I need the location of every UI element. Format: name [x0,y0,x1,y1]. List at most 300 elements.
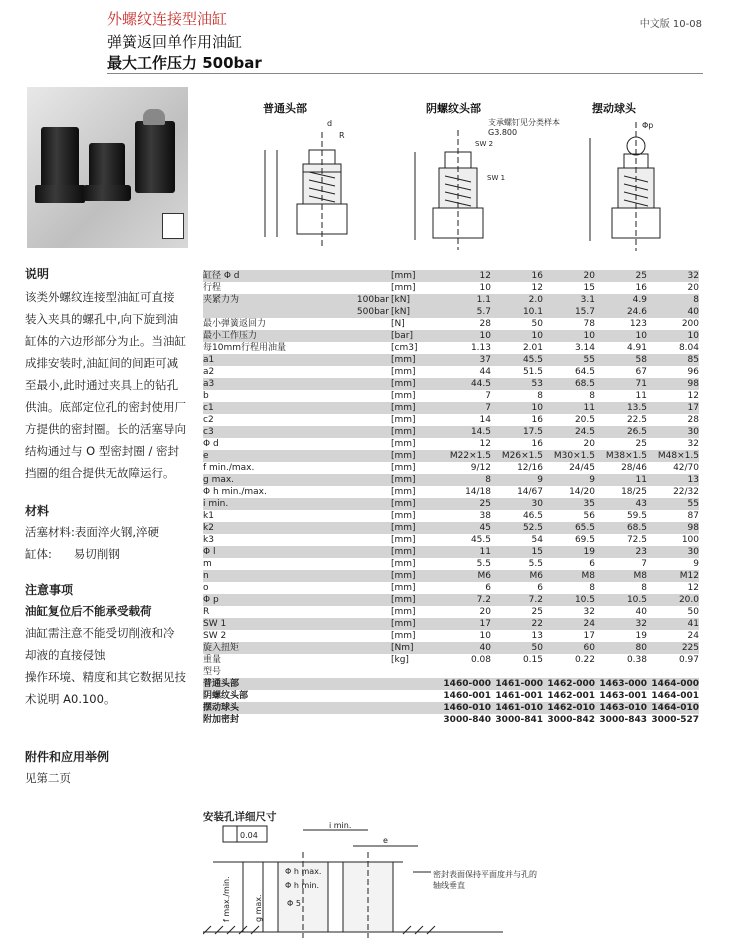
spec-cell: 32 [595,618,647,630]
spec-cell: 52.5 [491,522,543,534]
spec-cell [439,666,491,678]
spec-cell: 12 [531,283,543,293]
spec-cell: 50 [531,319,543,329]
spec-cell: 53 [491,378,543,390]
spec-row [203,414,699,426]
spec-cell: 9/12 [470,463,491,473]
spec-cell: 重量 [203,655,222,665]
spec-cell: 123 [629,319,647,329]
drawing-title-swivel: 摆动球头 [592,102,636,115]
spec-cell: 32 [583,607,595,617]
description-line: 挡圈的组合提供无故障运行。 [25,466,175,480]
spec-cell: 28 [687,415,699,425]
spec-cell: [mm] [389,354,439,366]
spec-cell: 16 [635,283,647,293]
spec-cell: 缸径 Φ d [203,270,333,282]
spec-cell [491,666,543,678]
spec-cell: 14/67 [517,487,543,497]
spec-cell [333,546,389,558]
spec-cell: 1462-001 [547,691,595,701]
d5-label: Φ 5 [287,899,301,908]
spec-cell: 8.04 [678,343,699,353]
spec-cell: n [203,570,333,582]
spec-cell: M8 [595,570,647,582]
spec-cell [333,498,389,510]
spec-row [203,378,699,390]
spec-cell: 30 [491,498,543,510]
spec-cell [333,366,389,378]
spec-cell: 14 [479,415,491,425]
tolerance-value: 0.04 [240,831,258,840]
spec-cell: a2 [203,367,215,377]
spec-cell: M6 [439,570,491,582]
spec-cell [389,702,439,714]
spec-cell: 24.6 [595,306,647,318]
spec-cell: 7 [641,559,647,569]
spec-cell: 30 [647,546,699,558]
spec-cell: 26.5 [595,426,647,438]
spec-cell: [mm] [391,511,416,521]
spec-cell: [mm] [391,583,416,593]
mounting-title: 安装孔详细尺寸 [203,811,277,823]
spec-row [203,546,699,558]
spec-cell: [mm] [389,618,439,630]
spec-cell: 20 [583,439,595,449]
spec-cell [333,678,389,690]
spec-cell: 45 [439,522,491,534]
spec-cell: 19 [635,631,647,641]
spec-cell: 0.15 [522,655,543,665]
spec-cell: 3000-840 [443,715,491,725]
spec-cell: 54 [531,535,543,545]
spec-cell: 夹紧力为 [203,294,333,306]
spec-cell: 13 [531,631,543,641]
material-line: 活塞材料:表面淬火钢,淬硬 [25,525,160,539]
hmin-label: Φ h min. [285,881,320,890]
notes-line: 却液的直接侵蚀 [25,648,106,662]
spec-cell: 24 [687,631,699,641]
spec-cell: [mm] [391,463,416,473]
spec-cell: 40 [635,607,647,617]
spec-cell: 55 [647,498,699,510]
spec-cell: c2 [203,415,214,425]
spec-cell: 12 [687,583,699,593]
spec-cell: 19 [543,546,595,558]
spec-cell: 5.5 [476,559,491,569]
spec-cell: 摆动球头 [203,702,333,714]
spec-cell [333,270,389,282]
e-label: e [383,836,388,845]
spec-cell: 18/25 [621,487,647,497]
spec-cell: [mm] [389,570,439,582]
spec-cell [333,318,389,330]
spec-cell: [bar] [389,330,439,342]
drawing-title-standard: 普通头部 [263,102,307,115]
spec-cell: 15.7 [543,306,595,318]
spec-cell [333,414,389,426]
spec-cell: M30×1.5 [543,450,595,462]
spec-cell: [kN] [389,294,439,306]
spec-row [203,330,699,342]
spec-cell: 最小弹簧返回力 [203,319,267,329]
spec-cell: 每10mm行程用油量 [203,343,286,353]
product-photo [27,87,188,248]
spec-cell: 最小工作压力 [203,330,333,342]
spec-cell: 20 [687,283,699,293]
spec-cell [333,606,389,618]
spec-cell: SW 2 [203,631,227,641]
spec-cell: 59.5 [626,511,647,521]
spec-cell: [mm] [391,607,416,617]
spec-cell [333,666,389,678]
spec-cell: 5.5 [528,559,543,569]
spec-cell: 型号 [203,667,222,677]
accessories-line: 见第二页 [25,771,71,785]
spec-row [203,630,699,642]
spec-cell: 10.5 [543,594,595,606]
spec-cell: 17.5 [491,426,543,438]
spec-cell: 3000-842 [547,715,595,725]
spec-cell: 50 [491,642,543,654]
spec-cell [333,690,389,702]
spec-cell: 20 [479,607,491,617]
description-line: 该类外螺纹连接型油缸可直接 [25,290,175,304]
edition-label: 中文版 10-08 [639,19,702,30]
spec-cell: 35 [543,498,595,510]
spec-cell: 普通头部 [203,678,333,690]
spec-cell: 12 [687,391,699,401]
spec-cell: [mm] [389,378,439,390]
spec-cell: 11 [635,391,647,401]
spec-cell: 25 [439,498,491,510]
spec-row [203,642,699,654]
spec-cell: [Nm] [389,642,439,654]
spec-cell: 10 [479,631,491,641]
spec-cell [333,474,389,486]
accessories-heading: 附件和应用举例 [25,750,110,764]
spec-cell: 6 [537,583,543,593]
spec-cell: 1462-000 [543,678,595,690]
spec-cell: 14/20 [569,487,595,497]
spec-cell: 22.5 [626,415,647,425]
spec-cell: 38 [479,511,491,521]
spec-cell: M38×1.5 [595,450,647,462]
spec-cell: M26×1.5 [491,450,543,462]
spec-cell: 16 [531,415,543,425]
spec-cell: 1.13 [470,343,491,353]
spec-cell: 12 [439,270,491,282]
notes-heading: 注意事项 [25,583,74,597]
notes-line: 油缸需注意不能受切削液和冷 [25,626,175,640]
pressure-title: 最大工作压力 500bar [107,54,262,72]
spec-cell: 1461-010 [491,702,543,714]
spec-cell: [mm] [389,594,439,606]
spec-cell: [mm] [389,426,439,438]
spec-cell: 10 [595,330,647,342]
spec-cell: 68.5 [543,378,595,390]
spec-cell: 1463-010 [595,702,647,714]
spec-cell: [mm] [391,559,416,569]
spec-cell: 1464-001 [651,691,699,701]
spec-cell: [mm] [391,439,416,449]
spec-row [203,270,699,282]
spec-row [203,654,699,666]
material-line: 缸体: 易切削钢 [25,547,120,561]
spec-cell: M8 [543,570,595,582]
spec-cell [333,450,389,462]
spec-row [203,402,699,414]
material-heading: 材料 [25,504,50,518]
description-line: 缸体的六边形部分为止。当油缸 [25,334,186,348]
spec-cell: 50 [687,607,699,617]
spec-cell [333,522,389,534]
spec-cell: o [203,583,209,593]
spec-cell: 8 [589,391,595,401]
spec-cell: 9 [693,559,699,569]
spec-row [203,678,699,690]
spec-row [203,690,699,702]
spec-cell: 10 [647,330,699,342]
spec-cell: 1460-000 [439,678,491,690]
spec-cell: 45.5 [470,535,491,545]
spec-cell: 12/16 [517,463,543,473]
spec-cell: 11 [439,546,491,558]
spec-cell: 1.1 [439,294,491,306]
description-heading: 说明 [25,267,50,281]
spec-cell: 8 [641,583,647,593]
spec-cell: 67 [635,367,647,377]
spec-cell: 1463-000 [595,678,647,690]
spec-cell [333,582,389,594]
spec-cell [333,714,389,726]
spec-cell [333,618,389,630]
spec-cell: 8 [589,583,595,593]
spec-cell: M6 [491,570,543,582]
spec-cell: SW 1 [203,618,333,630]
spec-cell: 14/18 [465,487,491,497]
spec-cell: Φ d [203,439,219,449]
spec-cell: 17 [647,402,699,414]
spec-row [203,342,699,354]
svg-text:SW 2: SW 2 [475,140,494,148]
spec-row [203,354,699,366]
spec-cell: 44.5 [439,378,491,390]
spec-cell [333,426,389,438]
spec-cell: 64.5 [574,367,595,377]
spec-cell: 10.1 [491,306,543,318]
spec-cell [389,714,439,726]
spec-cell [333,354,389,366]
spec-cell: f min./max. [203,463,255,473]
spec-cell: 46.5 [522,511,543,521]
description-line: 供油。底部定位孔的密封使用厂 [25,400,186,414]
spec-cell [333,654,389,666]
spec-cell: 1460-001 [443,691,491,701]
spec-cell: 16 [531,439,543,449]
spec-cell: [mm] [389,270,439,282]
spec-cell: 41 [647,618,699,630]
spec-cell: 阴螺纹头部 [203,691,249,701]
spec-cell: 13 [647,474,699,486]
spec-cell: 16 [491,270,543,282]
spec-cell [333,282,389,294]
spec-cell: 9 [543,474,595,486]
spec-cell: 行程 [203,283,222,293]
spec-cell: [mm] [389,474,439,486]
spec-row [203,582,699,594]
description-line: 成排安装时,油缸间的间距可减 [25,356,179,370]
fmax-label: f max./min. [222,876,231,922]
spec-cell: 44 [479,367,491,377]
spec-cell: 28/46 [621,463,647,473]
spec-cell: 7 [485,391,491,401]
drawing-standard-head [247,112,377,252]
spec-cell: 200 [681,319,699,329]
spec-cell [389,690,439,702]
spec-cell [333,378,389,390]
spec-cell: 37 [439,354,491,366]
spec-cell: 7.2 [439,594,491,606]
spec-cell: 14.5 [439,426,491,438]
spec-cell [333,594,389,606]
spec-cell: 12 [479,439,491,449]
spec-cell: 13.5 [595,402,647,414]
spec-cell: 1461-000 [491,678,543,690]
spec-cell: 68.5 [595,522,647,534]
notes-line: 术说明 A0.100。 [25,692,116,706]
spec-row [203,390,699,402]
spec-cell: 10 [479,283,491,293]
spec-row [203,618,699,630]
support-screw-note: 支承螺钉见分类样本 G3.800 [488,118,560,137]
spec-cell: [mm] [389,402,439,414]
spec-cell: 10 [543,330,595,342]
spec-cell: 65.5 [543,522,595,534]
spec-cell: [cm3] [391,343,418,353]
spec-cell: 10 [491,402,543,414]
spec-cell: 9 [491,474,543,486]
spec-cell: 43 [595,498,647,510]
spec-row [203,438,699,450]
spec-row [203,318,699,330]
spec-cell: 30 [647,426,699,438]
spec-cell: R [203,607,210,617]
spec-cell: 2.01 [522,343,543,353]
spec-cell: 5.7 [439,306,491,318]
spec-cell: 1462-010 [543,702,595,714]
description-line: 至最小,此时通过夹具上的钻孔 [25,378,179,392]
description-line: 方提供的密封圈。长的活塞导向 [25,422,186,436]
spec-cell: 6 [485,583,491,593]
spec-cell: M22×1.5 [439,450,491,462]
spec-cell: 8 [647,294,699,306]
spec-cell: 4.9 [595,294,647,306]
spec-cell: [mm] [391,535,416,545]
spec-cell: 8 [537,391,543,401]
svg-text:d: d [327,119,333,128]
spec-cell: Φ p [203,594,333,606]
spec-cell: a3 [203,378,333,390]
spec-cell [333,570,389,582]
spec-cell: 17 [439,618,491,630]
spec-cell: 100bar [333,294,389,306]
spec-row [203,366,699,378]
spec-cell: 15 [491,546,543,558]
spec-cell: 25 [635,439,647,449]
spec-row [203,558,699,570]
spec-cell: 22 [491,618,543,630]
spec-cell: 98 [647,378,699,390]
spec-cell: 1464-010 [647,702,699,714]
spec-row [203,294,699,306]
spec-cell [543,666,595,678]
spec-cell: 22/32 [673,487,699,497]
spec-row [203,462,699,474]
spec-cell: [mm] [391,487,416,497]
spec-cell: 0.97 [678,655,699,665]
spec-row [203,282,699,294]
spec-cell [333,630,389,642]
spec-cell [333,342,389,354]
drawing-swivel-head [570,116,680,256]
spec-cell: 87 [687,511,699,521]
spec-cell: 45.5 [491,354,543,366]
notes-line: 操作环境、精度和其它数据见技 [25,670,186,684]
sealing-surface-note: 密封表面保持平面度并与孔的轴线垂直 [433,870,537,890]
spec-cell: [mm] [391,367,416,377]
spec-row [203,570,699,582]
spec-cell: 23 [595,546,647,558]
spec-cell: [mm] [391,415,416,425]
spec-cell: 10 [439,330,491,342]
spec-cell [203,306,333,318]
svg-text:Φp: Φp [642,121,654,130]
spec-cell: 20 [543,270,595,282]
spec-cell: [kg] [391,655,409,665]
header-divider [107,73,703,74]
spec-row [203,522,699,534]
spec-cell: 25 [595,270,647,282]
spec-cell: 24 [543,618,595,630]
spec-cell: 0.08 [470,655,491,665]
spec-cell [389,678,439,690]
spec-cell: 80 [595,642,647,654]
spec-cell [333,402,389,414]
spec-cell: 20.0 [647,594,699,606]
spec-cell: m [203,559,212,569]
spec-cell: e [203,450,333,462]
spec-cell: M12 [647,570,699,582]
spec-cell: c3 [203,426,333,438]
spec-cell: 6 [589,559,595,569]
spec-row [203,534,699,546]
spec-cell [333,558,389,570]
spec-cell: 98 [647,522,699,534]
spec-cell: 32 [647,270,699,282]
spec-cell: 10.5 [595,594,647,606]
description-line: 装入夹具的螺孔中,向下旋到油 [25,312,179,326]
spec-cell: 1463-001 [599,691,647,701]
spec-cell [333,438,389,450]
spec-cell: 69.5 [574,535,595,545]
sidebar-text [25,265,195,789]
spec-cell: 40 [439,642,491,654]
svg-text:R: R [339,131,345,140]
spec-cell: 4.91 [626,343,647,353]
spec-cell: 25 [531,607,543,617]
drawing-title-female-thread: 阴螺纹头部 [426,102,481,115]
catalog-title: 外螺纹连接型油缸 [107,10,228,28]
